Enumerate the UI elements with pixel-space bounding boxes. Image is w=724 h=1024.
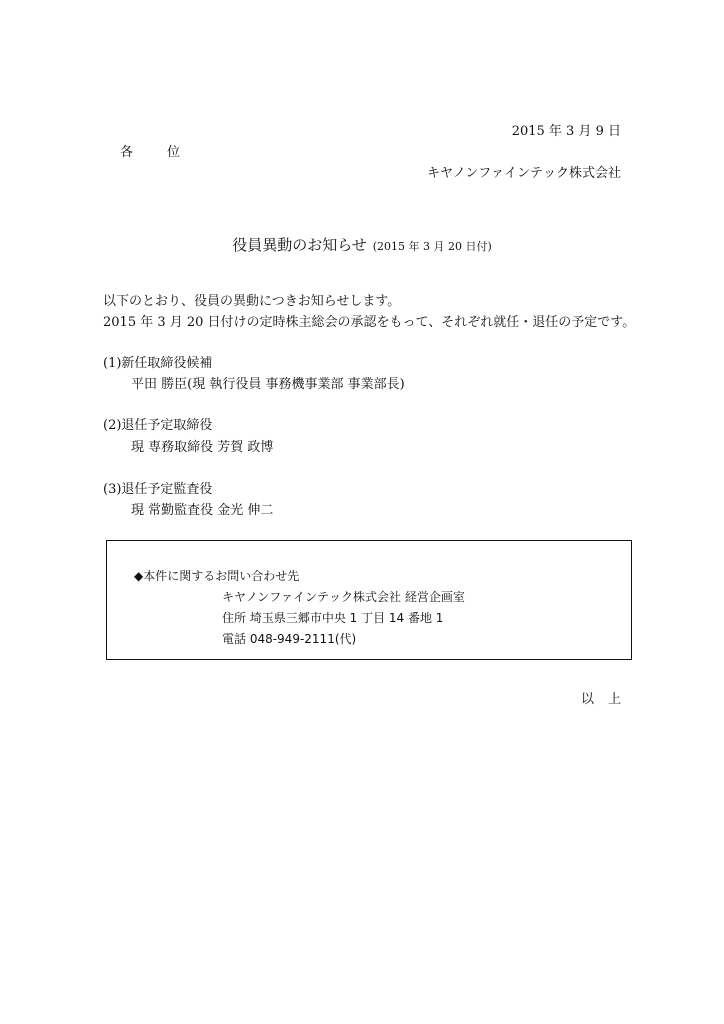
sender-company: キヤノンファインテック株式会社 bbox=[427, 166, 621, 181]
title-sub: (2015 年 3 月 20 日付) bbox=[372, 240, 492, 253]
section-3-heading: (3)退任予定監査役 bbox=[103, 482, 213, 497]
contact-phone: 電話 048-949-2111(代) bbox=[222, 632, 357, 646]
addressee bbox=[120, 145, 180, 161]
contact-company-dept: キヤノンファインテック株式会社 経営企画室 bbox=[222, 590, 465, 604]
contact-heading: ◆本件に関するお問い合わせ先 bbox=[134, 569, 300, 583]
section-2-line: 現 専務取締役 芳賀 政博 bbox=[131, 440, 274, 455]
body-line-2: 2015 年 3 月 20 日付けの定時株主総会の承認をもって、それぞれ就任・退任の予定です。 bbox=[103, 315, 636, 330]
closing-part-2: 上 bbox=[607, 692, 621, 707]
section-1-line: 平田 勝臣(現 執行役員 事務機事業部 事業部長) bbox=[131, 377, 405, 392]
document-date: 2015 年 3 月 9 日 bbox=[511, 124, 621, 139]
section-1-heading: (1)新任取締役候補 bbox=[103, 356, 213, 371]
body-line-1: 以下のとおり、役員の異動につきお知らせします。 bbox=[103, 294, 401, 309]
section-3-line: 現 常勤監査役 金光 伸二 bbox=[131, 503, 274, 518]
contact-address: 住所 埼玉県三郷市中央 1 丁目 14 番地 1 bbox=[222, 611, 444, 625]
closing-part-1: 以 bbox=[580, 692, 594, 707]
closing-mark bbox=[581, 692, 621, 708]
addressee-part-1: 各 bbox=[120, 145, 134, 160]
addressee-part-2: 位 bbox=[167, 145, 181, 160]
title-main: 役員異動のお知らせ bbox=[232, 236, 367, 254]
section-2-heading: (2)退任予定取締役 bbox=[103, 418, 213, 433]
document-title bbox=[0, 236, 724, 256]
